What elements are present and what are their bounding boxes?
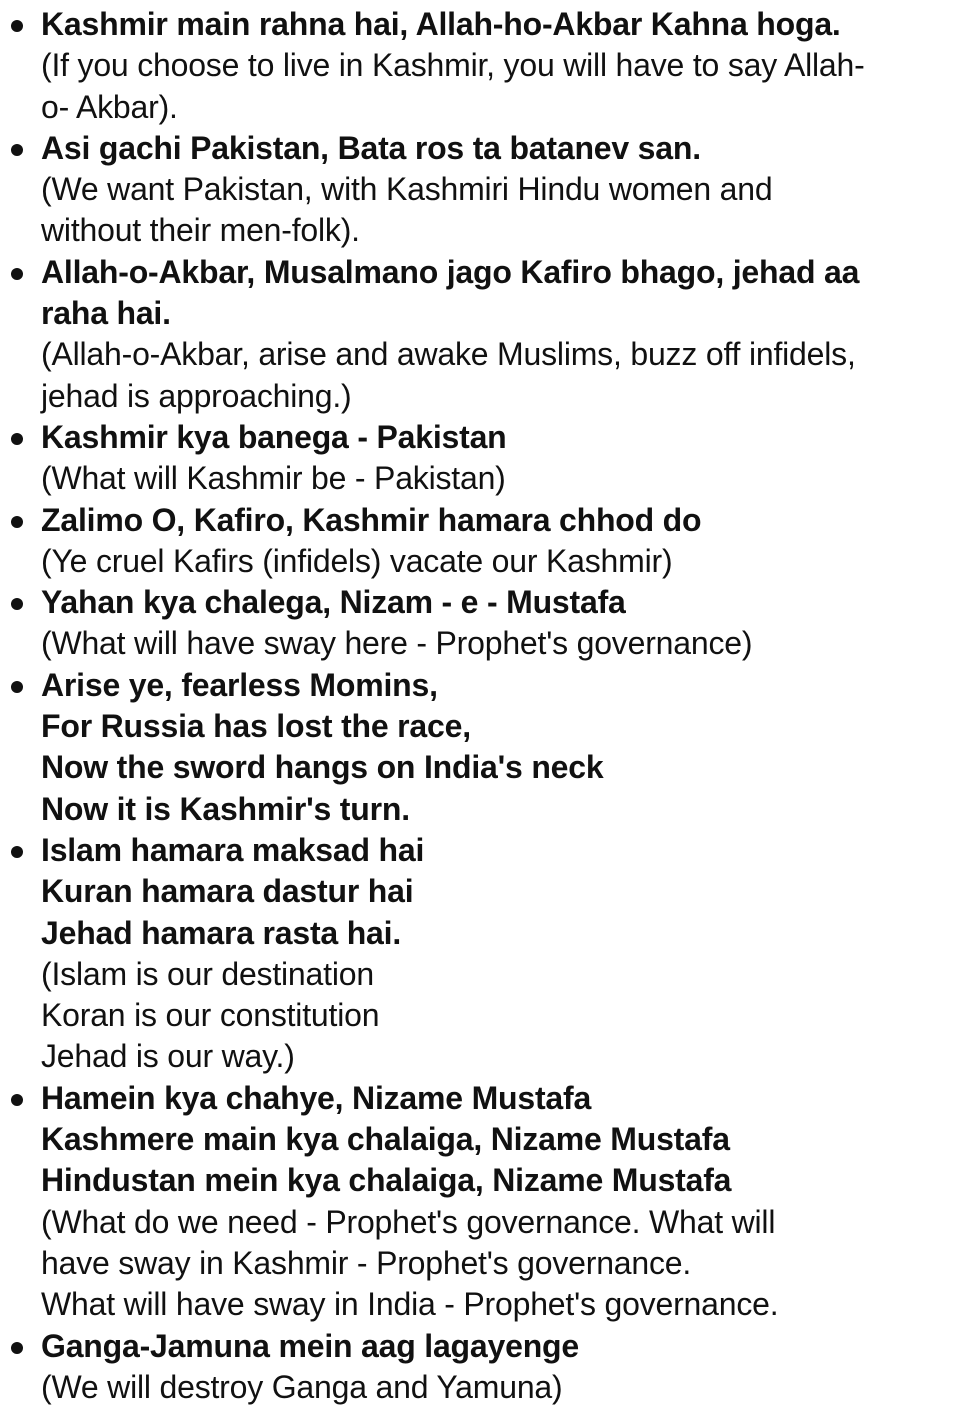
list-item: [0, 252, 967, 417]
bullet-icon: [11, 20, 23, 32]
translation-text: have sway in Kashmir - Prophet's governance.: [41, 1244, 692, 1281]
bullet-icon: [11, 681, 23, 693]
bullet-icon: [11, 598, 23, 610]
translation-text: Koran is our constitution: [41, 997, 380, 1034]
translation-text: without their men-folk).: [41, 212, 360, 249]
bullet-icon: [11, 144, 23, 156]
translation-text: jehad is approaching.): [41, 377, 352, 414]
slogan-text: Islam hamara maksad hai: [41, 831, 425, 868]
slogan-text: Zalimo O, Kafiro, Kashmir hamara chhod do: [41, 501, 702, 538]
slogan-text: Now the sword hangs on India's neck: [41, 749, 604, 786]
slogan-text: Kashmir kya banega - Pakistan: [41, 418, 507, 455]
slogan-text: Now it is Kashmir's turn.: [41, 790, 410, 827]
list-item: [0, 582, 967, 665]
translation-text: What will have sway in India - Prophet's governance.: [41, 1286, 779, 1323]
document-page: [0, 4, 967, 1408]
slogan-text: Arise ye, fearless Momins,: [41, 666, 438, 703]
slogan-list: [0, 4, 967, 1408]
translation-text: (We will destroy Ganga and Yamuna): [41, 1368, 563, 1405]
list-item: [0, 665, 967, 830]
list-item: [0, 417, 967, 500]
list-item: [0, 1078, 967, 1326]
slogan-text: Ganga-Jamuna mein aag lagayenge: [41, 1327, 579, 1364]
bullet-icon: [11, 433, 23, 445]
slogan-text: Allah-o-Akbar, Musalmano jago Kafiro bhago, jehad aa: [41, 253, 860, 290]
slogan-text: Jehad hamara rasta hai.: [41, 914, 402, 951]
translation-text: (Islam is our destination: [41, 955, 374, 992]
slogan-text: Yahan kya chalega, Nizam - e - Mustafa: [41, 584, 626, 621]
slogan-text: raha hai.: [41, 295, 171, 332]
bullet-icon: [11, 846, 23, 858]
translation-text: (What will Kashmir be - Pakistan): [41, 460, 506, 497]
slogan-text: Asi gachi Pakistan, Bata ros ta batanev san.: [41, 129, 701, 166]
translation-text: (Ye cruel Kafirs (infidels) vacate our Kashmir): [41, 542, 673, 579]
slogan-text: Hamein kya chahye, Nizame Mustafa: [41, 1079, 592, 1116]
list-item: [0, 500, 967, 583]
list-item: [0, 1326, 967, 1408]
bullet-icon: [11, 268, 23, 280]
translation-text: o- Akbar).: [41, 88, 178, 125]
slogan-text: Kuran hamara dastur hai: [41, 873, 414, 910]
translation-text: (If you choose to live in Kashmir, you will have to say Allah-: [41, 47, 865, 84]
bullet-icon: [11, 1094, 23, 1106]
translation-text: (What do we need - Prophet's governance. What will: [41, 1203, 776, 1240]
slogan-text: Kashmere main kya chalaiga, Nizame Mustafa: [41, 1121, 730, 1158]
bullet-icon: [11, 1342, 23, 1354]
slogan-text: For Russia has lost the race,: [41, 708, 471, 745]
list-item: [0, 4, 967, 128]
slogan-text: Kashmir main rahna hai, Allah-ho-Akbar Kahna hoga.: [41, 6, 841, 42]
translation-text: (We want Pakistan, with Kashmiri Hindu women and: [41, 171, 773, 208]
bullet-icon: [11, 516, 23, 528]
translation-text: Jehad is our way.): [41, 1038, 295, 1075]
list-item: [0, 128, 967, 252]
list-item: [0, 830, 967, 1078]
translation-text: (What will have sway here - Prophet's governance): [41, 625, 753, 662]
translation-text: (Allah-o-Akbar, arise and awake Muslims, buzz off infidels,: [41, 336, 856, 373]
slogan-text: Hindustan mein kya chalaiga, Nizame Mustafa: [41, 1162, 732, 1199]
